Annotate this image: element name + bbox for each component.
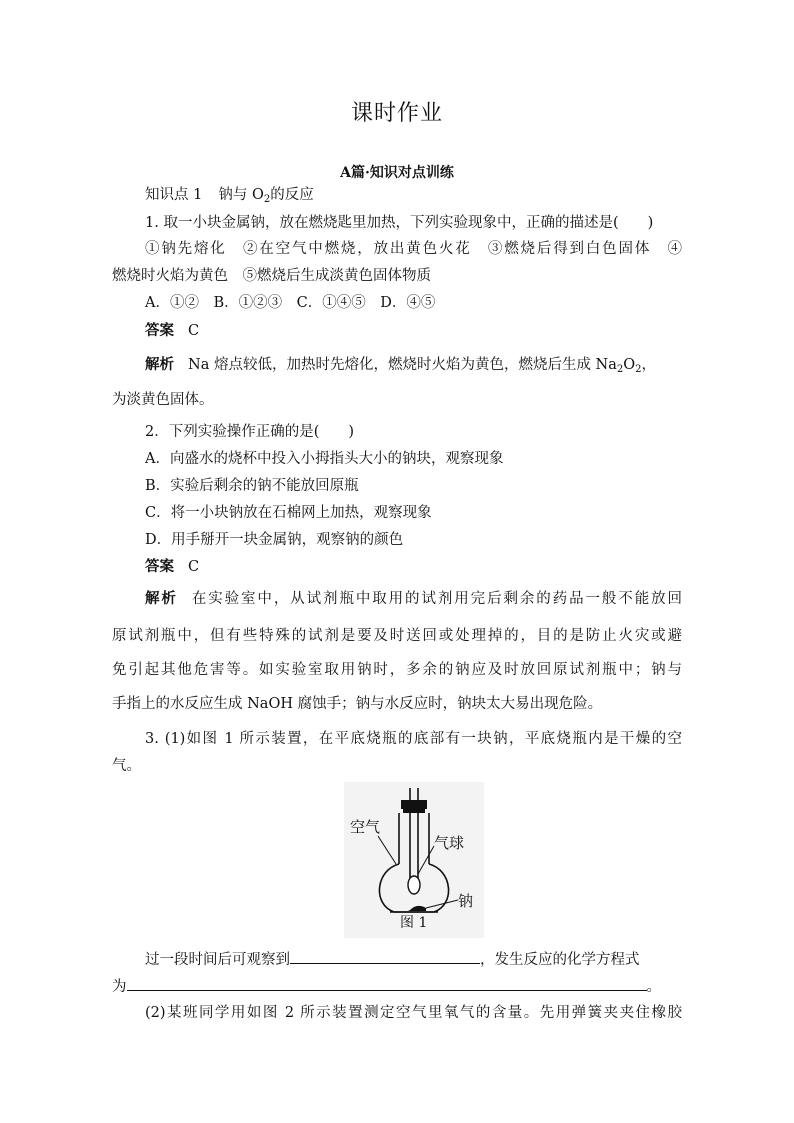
q2-analysis-line-2: 原试剂瓶中，但有些特殊的试剂是要及时送回或处理掉的，目的是防止火灾或避	[112, 628, 682, 644]
q2-option-c: C．将一小块钠放在石棉网上加热，观察现象	[145, 505, 432, 521]
q3-observation-line	[112, 949, 682, 970]
q2-option-b: B．实验后剩余的钠不能放回原瓶	[145, 478, 359, 494]
knowledge-point-topic-a: 钠与 O	[218, 187, 264, 203]
knowledge-point-1	[112, 185, 682, 205]
fig-label-air: 空气	[350, 818, 381, 836]
q1-analysis-text-a: Na 熔点较低，加热时先熔化，燃烧时火焰为黄色，燃烧后生成 Na	[188, 357, 617, 373]
q1-analysis-sub-2: 2	[635, 364, 642, 375]
q2-option-a: A．向盛水的烧杯中投入小拇指头大小的钠块，观察现象	[145, 451, 504, 467]
q1-analysis-sub-1: 2	[616, 364, 624, 375]
q2-analysis-line-4: 手指上的水反应生成 NaOH 腐蚀手；钠与水反应时，钠块太大易出现危险。	[112, 696, 603, 712]
q3-equation-prefix: 为	[112, 979, 127, 995]
knowledge-point-label: 知识点 1	[145, 187, 203, 203]
rubber-stopper	[401, 800, 427, 809]
section-heading: A篇·知识对点训练	[340, 165, 454, 181]
sodium-piece	[408, 906, 426, 911]
q1-options-line-2: 燃烧时火焰为黄色 ⑤燃烧后生成淡黄色固体物质	[112, 268, 431, 284]
q3-equation-prompt: ，发生反应的化学方程式	[480, 952, 640, 968]
balloon	[408, 876, 420, 894]
knowledge-point-topic-b: 的反应	[270, 187, 314, 203]
knowledge-point-topic-sub: 2	[263, 194, 271, 205]
q2-answer-value: C	[188, 559, 200, 575]
page-title: 课时作业	[350, 101, 443, 126]
q3-observation-blank[interactable]	[290, 949, 480, 964]
q1-answer-label: 答案	[145, 323, 174, 339]
q2-analysis-line-3: 免引起其他危害等。如实验室取用钠时，多余的钠应及时放回原试剂瓶中；钠与	[112, 662, 682, 678]
q2-answer	[112, 557, 682, 577]
fig-label-balloon: 气球	[434, 834, 465, 852]
stopper-base	[403, 809, 425, 813]
fig-caption: 图 1	[400, 915, 428, 931]
q1-answer	[112, 321, 682, 341]
q1-analysis-text-b: O	[623, 357, 636, 373]
q1-answer-value: C	[188, 323, 200, 339]
q2-analysis-line-1	[112, 589, 682, 609]
q2-analysis-label: 解析	[145, 591, 178, 607]
q1-analysis-text-c: ，	[641, 357, 657, 373]
q1-stem: 1. 取一小块金属钠，放在燃烧匙里加热，下列实验现象中，正确的描述是( )	[145, 215, 654, 231]
q3-equation-line	[112, 976, 682, 997]
q2-answer-label: 答案	[145, 559, 174, 575]
q3-observation-text: 过一段时间后可观察到	[145, 952, 290, 968]
fig-label-sodium: 钠	[458, 892, 474, 910]
balloon-leader-line	[418, 846, 434, 874]
q3-part1-line-2: 气。	[112, 758, 141, 774]
q2-option-d: D．用手掰开一块金属钠，观察钠的颜色	[145, 532, 404, 548]
q3-equation-end: 。	[646, 979, 661, 995]
q1-analysis-label: 解析	[145, 357, 174, 373]
q3-equation-blank[interactable]	[127, 976, 647, 991]
q3-part2-line-1: (2)某班同学用如图 2 所示装置测定空气里氧气的含量。先用弹簧夹夹住橡胶	[145, 1005, 682, 1021]
q1-options-line-1: ①钠先熔化 ②在空气中燃烧，放出黄色火花 ③燃烧后得到白色固体 ④	[145, 241, 682, 257]
q3-part1-line-1: 3. (1)如图 1 所示装置，在平底烧瓶的底部有一块钠，平底烧瓶内是干燥的空	[145, 731, 682, 747]
q1-choices: A．①② B．①②③ C．①④⑤ D．④⑤	[145, 295, 436, 311]
air-leader-line	[378, 836, 396, 864]
q2-analysis-text-1: 在实验室中，从试剂瓶中取用的试剂用完后剩余的药品一般不能放回	[191, 591, 683, 607]
figure-1-flask-apparatus	[344, 782, 484, 938]
q1-analysis-line-1	[112, 355, 682, 375]
q1-analysis-line-2: 为淡黄色固体。	[112, 392, 214, 408]
q2-stem: 2．下列实验操作正确的是( )	[145, 424, 355, 440]
